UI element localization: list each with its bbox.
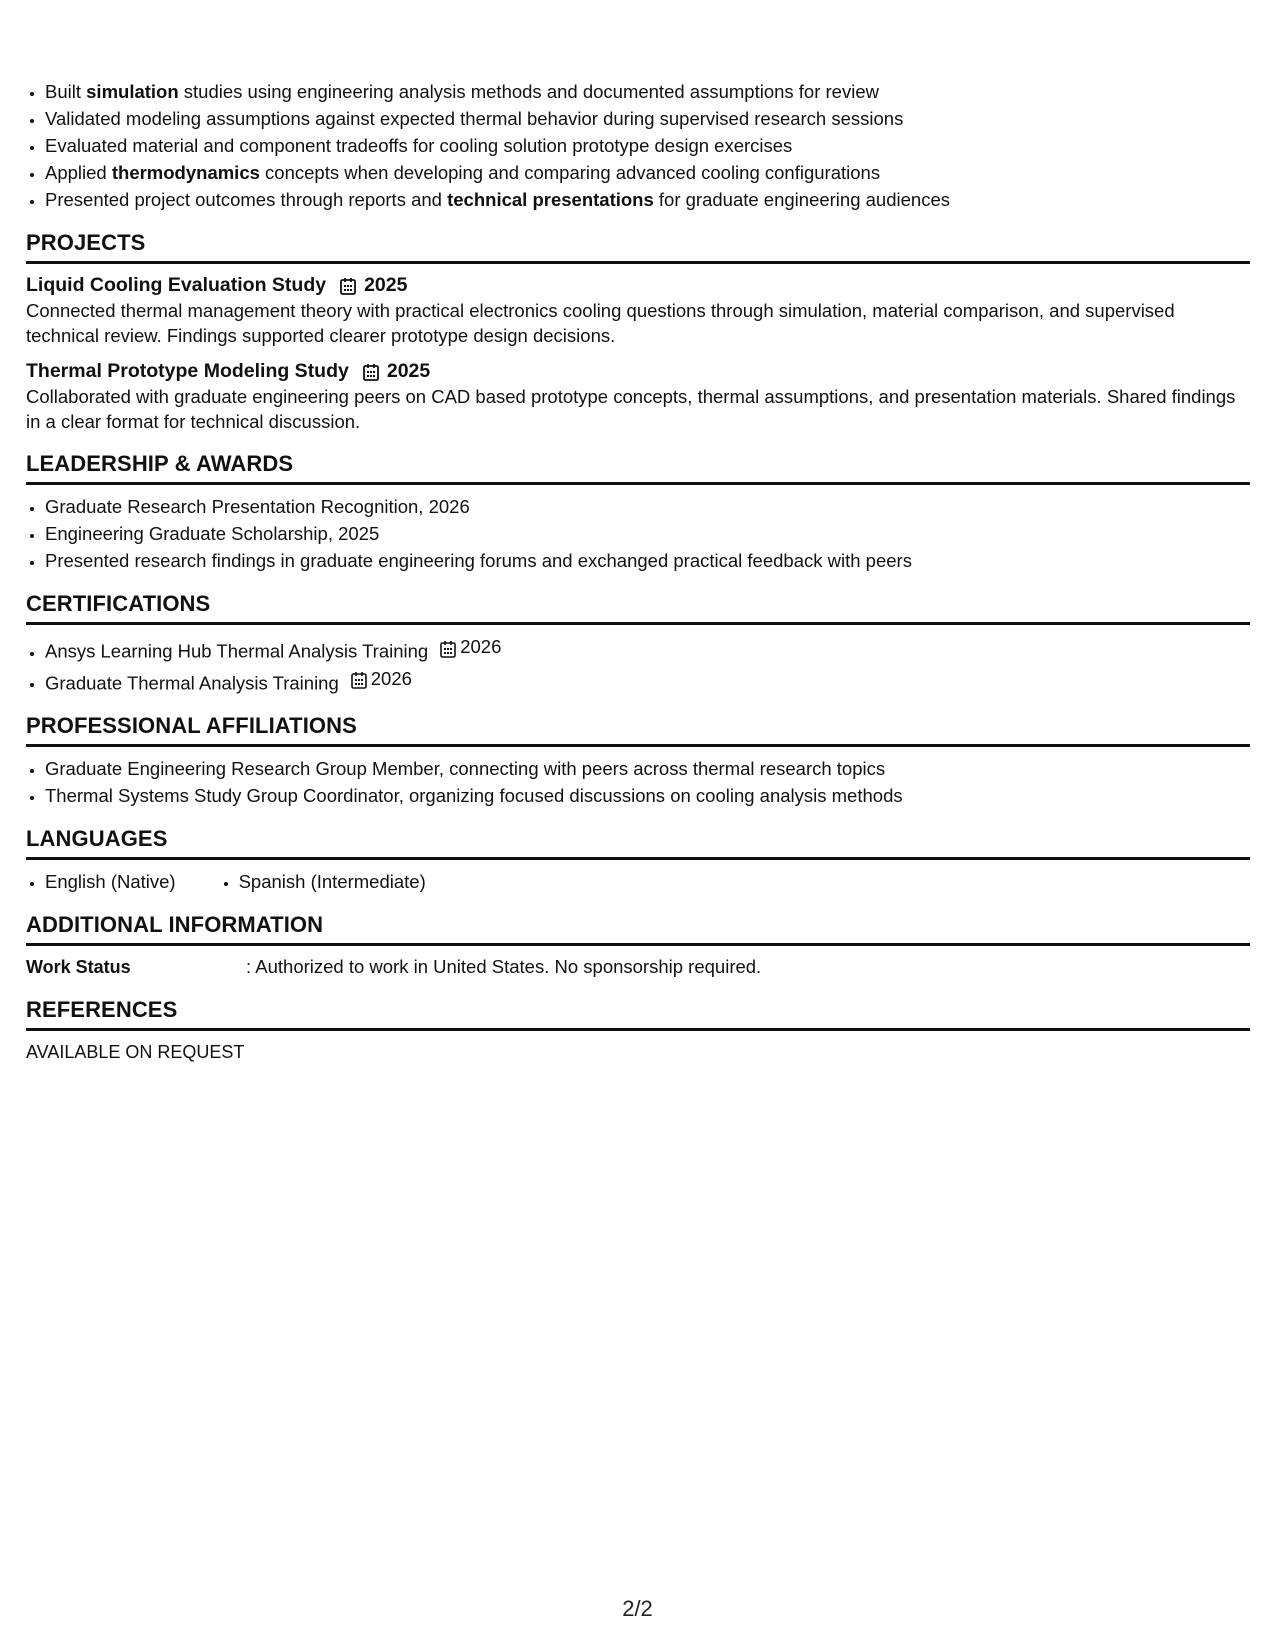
project-heading [26, 272, 1250, 298]
work-status-label: Work Status [26, 957, 131, 977]
calendar-icon [363, 362, 379, 380]
list-item: • Presented research findings in graduate engineering forums and exchanged practical feedback with peers [45, 547, 1250, 574]
leadership-list [26, 493, 1250, 574]
list-item: • Validated modeling assumptions against expected thermal behavior during supervised research sessions [45, 105, 1250, 132]
calendar-icon [340, 276, 356, 294]
certification-name: Ansys Learning Hub Thermal Analysis Training [45, 640, 429, 662]
certifications-list [26, 633, 1250, 696]
affiliations-list [26, 755, 1250, 809]
languages-list [26, 868, 1250, 895]
list-item: • Spanish (Intermediate) [239, 868, 426, 895]
experience-bullet-list [26, 78, 1250, 213]
list-item [45, 665, 1250, 697]
references-text: AVAILABLE ON REQUEST [26, 1042, 245, 1062]
references-heading: REFERENCES [26, 996, 1250, 1031]
certification-date: 2026 [460, 636, 502, 657]
leadership-heading: LEADERSHIP & AWARDS [26, 450, 1250, 485]
projects-heading: PROJECTS [26, 229, 1250, 264]
work-status-row [26, 954, 1250, 980]
list-item: • Engineering Graduate Scholarship, 2025 [45, 520, 1250, 547]
calendar-icon [440, 638, 456, 656]
list-item: • Evaluated material and component tradeoffs for cooling solution prototype design exercises [45, 132, 1250, 159]
list-item: • Applied thermodynamics concepts when developing and comparing advanced cooling configurations [45, 159, 1250, 186]
projects-section [26, 272, 1250, 434]
list-item: • Thermal Systems Study Group Coordinator, organizing focused discussions on cooling analysis methods [45, 782, 1250, 809]
project-date: 2025 [364, 274, 408, 296]
list-item: • Graduate Research Presentation Recognition, 2026 [45, 493, 1250, 520]
list-item: • Presented project outcomes through reports and technical presentations for graduate engineering audiences [45, 186, 1250, 213]
project-name: Liquid Cooling Evaluation Study [26, 274, 327, 296]
list-item [45, 633, 1250, 665]
project-date: 2025 [386, 360, 431, 382]
certification-date: 2026 [370, 667, 412, 689]
list-item: • Built simulation studies using engineering analysis methods and documented assumptions for review [45, 78, 1250, 105]
list-item: • Graduate Engineering Research Group Member, connecting with peers across thermal research topics [45, 755, 1250, 782]
list-item: • English (Native) [45, 868, 176, 895]
additional-info-heading: ADDITIONAL INFORMATION [26, 911, 1250, 946]
page-number: 2/2 [622, 1596, 653, 1621]
project-description: Connected thermal management theory with practical electronics cooling questions through simulation, material comparison, and supervised technical review. Findings supported clearer prototype design decisions. [26, 300, 1175, 346]
certifications-heading: CERTIFICATIONS [26, 590, 1250, 625]
project-description: Collaborated with graduate engineering peers on CAD based prototype concepts, thermal assumptions, and presentation materials. Shared findings in a clear format for technical discussion. [26, 386, 1236, 432]
languages-heading: LANGUAGES [26, 825, 1250, 860]
certification-name: Graduate Thermal Analysis Training [45, 672, 339, 693]
work-status-value: : Authorized to work in United States. No sponsorship required. [246, 956, 762, 977]
project-name: Thermal Prototype Modeling Study [26, 360, 349, 382]
project-heading [26, 358, 1250, 384]
resume-page [26, 78, 1250, 1065]
affiliations-heading: PROFESSIONAL AFFILIATIONS [26, 712, 1250, 747]
calendar-icon [351, 669, 367, 687]
